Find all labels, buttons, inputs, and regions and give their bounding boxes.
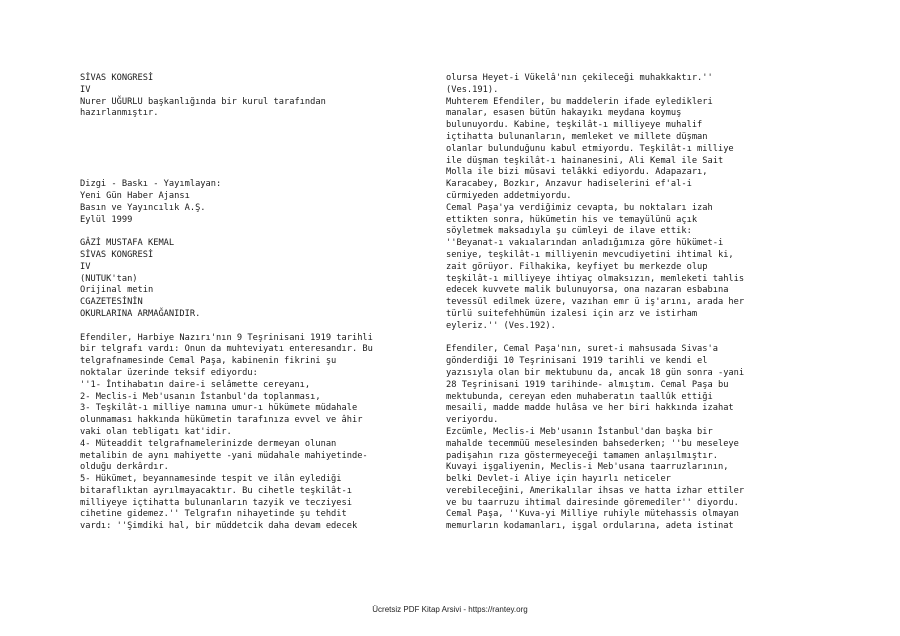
text-line: bitaraflıktan ayrılmayacaktır. Bu cihetle teşkilât-ı [80, 485, 352, 496]
text-line: Ezcümle, Meclis-i Meb'usanın İstanbul'dan başka bir [446, 426, 713, 437]
text-line: SİVAS KONGRESİ [80, 73, 154, 83]
text-line: Muhterem Efendiler, bu maddelerin ifade eyledikleri [446, 96, 713, 107]
text-line: ''Beyanat-ı vakıalarından anladığımıza göre hükümet-i [446, 238, 724, 249]
text-line: hazırlanmıştır. [80, 108, 159, 119]
text-line: Kuvayi işgaliyenin, Meclis-i Meb'usana taarruzlarının, [446, 462, 729, 473]
text-line: içtihatta bulunanların, memleket ve millete düşman [446, 131, 708, 142]
text-line: Dizgi - Baskı - Yayımlayan: [80, 179, 222, 190]
text-line: IV [80, 84, 91, 95]
text-line: ve bu taarruzu ihtimal dairesinde göremediler'' diyordu. [446, 497, 739, 508]
text-line: Efendiler, Cemal Paşa'nın, suret-i mahsusada Sivas'a [446, 344, 718, 355]
text-line: belki Devlet-i Aliye için hayırlı neticeler [446, 474, 671, 485]
text-line: mahalde tecemmüü meselesinden bahsederken; ''bu meseleye [446, 438, 739, 449]
text-line: telgrafnamesinde Cemal Paşa, kabinenin fikrini şu [80, 356, 337, 367]
text-line: 4- Müteaddit telgrafnamelerinizde dermeyan olunan [80, 438, 337, 449]
text-line: verebileceğini, Amerikalılar ihsas ve hatta izhar ettiler [446, 485, 745, 496]
text-line: olduğu derkârdır. [80, 462, 169, 473]
text-line: Efendiler, Harbiye Nazırı'nın 9 Teşrinisani 1919 tarihli [80, 332, 373, 343]
text-line: söyletmek maksadıyla şu cümleyi de ilave ettik: [446, 226, 692, 237]
text-line: cürmiyeden addetmiyordu. [446, 190, 572, 201]
text-line: mesaili, madde madde hulâsa ve her biri hakkında izahat [446, 403, 734, 414]
text-line: Nurer UĞURLU başkanlığında bir kurul tarafından [80, 96, 326, 107]
text-line [80, 144, 440, 156]
text-line: olursa Heyet-i Vükelâ'nın çekileceği muhakkaktır.'' [446, 73, 713, 83]
text-line: OKURLARINA ARMAĞANIDIR. [80, 308, 201, 319]
text-line: GÂZİ MUSTAFA KEMAL [80, 238, 175, 249]
text-line: Molla ile bizi müsavi telâkki ediyordu. Adapazarı, [446, 167, 708, 178]
text-line: olanlar bulunduğunu kabul etmiyordu. Teşkilât-ı milliye [446, 143, 734, 154]
text-line: teşkilât-ı milliyeye ihtiyaç olmaksızın, memleketi tahlis [446, 273, 745, 284]
text-line: veriyordu. [446, 415, 499, 426]
text-line: yazısıyla olan bir mektubunu da, ancak 18 gün sonra -yani [446, 367, 745, 378]
text-line: CGAZETESİNİN [80, 297, 143, 308]
text-line [80, 226, 440, 238]
text-line: zait görüyor. Filhakika, keyfiyet bu merkezde olup [446, 261, 708, 272]
text-line: olunmaması hakkında hükümetin tarafınıza evvel ve âhir [80, 415, 363, 426]
text-line: vardı: ''Şimdiki hal, bir müddetcik daha devam edecek [80, 521, 358, 532]
text-line: Basın ve Yayıncılık A.Ş. [80, 202, 206, 213]
text-line: bulunuyordu. Kabine, teşkilât-ı milliyeye muhalif [446, 120, 703, 131]
text-line: 3- Teşkilât-ı milliye namına umur-ı hükümete müdahale [80, 403, 358, 414]
text-line: bir telgrafı vardı: Onun da muhteviyatı enteresandır. Bu [80, 344, 373, 355]
text-line: Cemal Paşa, ''Kuva-yi Milliye ruhiyle mütehassis olmayan [446, 509, 739, 520]
text-line: ''1- İntihabatın daire-i selâmette cereyanı, [80, 379, 311, 390]
text-line: türlü suitefehhümün izalesi için arz ve istirham [446, 308, 698, 319]
text-line: metalibin de aynı mahiyette -yani müdahale mahiyetinde- [80, 450, 368, 461]
text-line: ile düşman teşkilât-ı hainanesini, Ali Kemal ile Sait [446, 155, 724, 166]
text-line [80, 321, 440, 333]
text-line: eyleriz.'' (Ves.192). [446, 320, 556, 331]
text-line: manalar, esasen bütün hakayıkı meydana koymuş [446, 108, 682, 119]
text-line: mektubunda, cereyan eden muhaberatın taallûk ettiği [446, 391, 713, 402]
footer-text: Ücretsiz PDF Kitap Arsivi - https://rantey.org [372, 605, 528, 614]
text-line [80, 120, 440, 132]
text-line: 28 Teşrinisani 1919 tarihinde- almıştım. Cemal Paşa bu [446, 379, 729, 390]
text-line: Yeni Gün Haber Ajansı [80, 190, 190, 201]
left-column [80, 73, 440, 533]
text-line: IV [80, 261, 91, 272]
text-line: gönderdiği 10 Teşrinisani 1919 tarihli ve kendi el [446, 356, 708, 367]
text-line [446, 333, 846, 345]
text-line: (NUTUK'tan) [80, 273, 138, 284]
text-line: Karacabey, Bozkır, Anzavur hadiselerini ef'al-i [446, 179, 692, 190]
text-line: noktalar üzerinde teksif ediyordu: [80, 367, 258, 378]
text-line: (Ves.191). [446, 84, 499, 95]
text-line: ettikten sonra, hükümetin his ve temayülünü açık [446, 214, 698, 225]
text-line: 2- Meclis-i Meb'usanın İstanbul'da toplanması, [80, 391, 321, 402]
text-line: padişahın rıza göstermeyeceği tamamen anlaşılmıştır. [446, 450, 718, 461]
text-line: edecek kuvvete malik bulunuyorsa, ona nazaran esbabına [446, 285, 729, 296]
text-line: Eylül 1999 [80, 214, 133, 225]
text-line: memurların kodamanları, işgal ordularına, adeta istinat [446, 521, 734, 532]
text-line: tevessül edilmek üzere, vazıhan emr ü iş'arını, arada her [446, 297, 745, 308]
text-line [80, 156, 440, 168]
text-line [80, 167, 440, 179]
text-line: milliyeye içtihatta bulunanların tazyik ve tecziyesi [80, 497, 352, 508]
text-line: cihetine gidemez.'' Telgrafın nihayetinde şu tehdit [80, 509, 347, 520]
text-line: Cemal Paşa'ya verdiğimiz cevapta, bu noktaları izah [446, 202, 713, 213]
text-line: seniye, teşkilât-ı milliyenin mevcudiyetini ihtimal ki, [446, 249, 734, 260]
right-column [446, 73, 846, 533]
text-line: 5- Hükümet, beyannamesinde tespit ve ilân eylediği [80, 474, 342, 485]
text-line: vaki olan tebligatı kat'idir. [80, 426, 232, 437]
text-line: Orijinal metin [80, 285, 154, 296]
text-line: SİVAS KONGRESİ [80, 249, 154, 260]
text-line [80, 132, 440, 144]
